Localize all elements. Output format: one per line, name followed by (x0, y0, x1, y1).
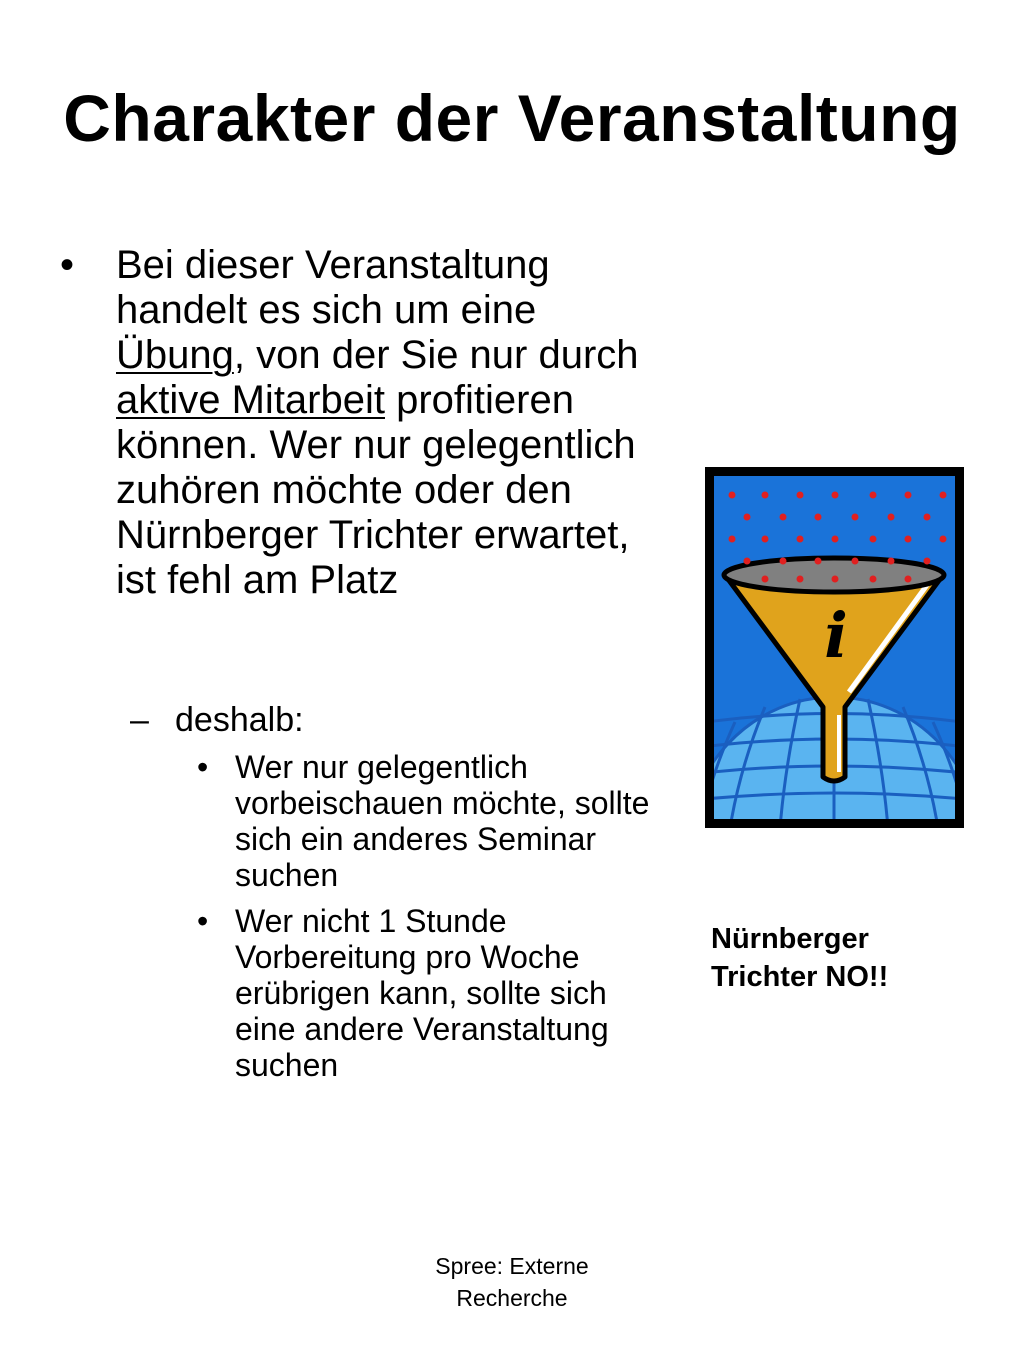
footer-line: Recherche (456, 1285, 568, 1311)
slide-footer (362, 1250, 662, 1314)
main-bullet-text (116, 243, 650, 603)
main-bullet-part3: profitieren können. Wer nur gelegentlich zuhören möchte oder den Nürnberger Trichter erwartet, ist fehl am Platz (116, 378, 636, 602)
underlined-aktive-mitarbeit: aktive Mitarbeit (116, 378, 385, 422)
sub-sub-bullet-list (197, 749, 657, 1093)
sub-bullet (130, 700, 304, 740)
main-bullet (60, 243, 650, 603)
underlined-uebung: Übung (116, 333, 234, 377)
funnel-info-globe-icon (705, 467, 964, 828)
main-bullet-part2: , von der Sie nur durch (233, 333, 639, 377)
sub-bullet-text: deshalb: (175, 701, 304, 739)
dash-marker: – (130, 701, 149, 739)
caption-line: Nürnberger (711, 923, 869, 955)
bullet-dot: • (197, 903, 209, 939)
sub-sub-bullet-text: Wer nicht 1 Stunde Vorbereitung pro Woche erübrigen kann, sollte sich eine andere Veranstaltung suchen (235, 903, 609, 1083)
sub-sub-bullet-text: Wer nur gelegentlich vorbeischauen möchte, sollte sich ein anderes Seminar suchen (235, 749, 650, 893)
bullet-dot: • (197, 749, 209, 785)
footer-line: Spree: Externe (435, 1253, 589, 1279)
image-caption (711, 920, 971, 996)
bullet-dot: • (60, 243, 75, 287)
main-bullet-part1: Bei dieser Veranstaltung handelt es sich um eine (116, 243, 550, 332)
info-glyph: i (824, 599, 848, 672)
slide-title: Charakter der Veranstaltung (63, 81, 961, 155)
caption-line: Trichter NO!! (711, 961, 889, 993)
sub-sub-bullet (197, 903, 657, 1083)
sub-sub-bullet (197, 749, 657, 893)
